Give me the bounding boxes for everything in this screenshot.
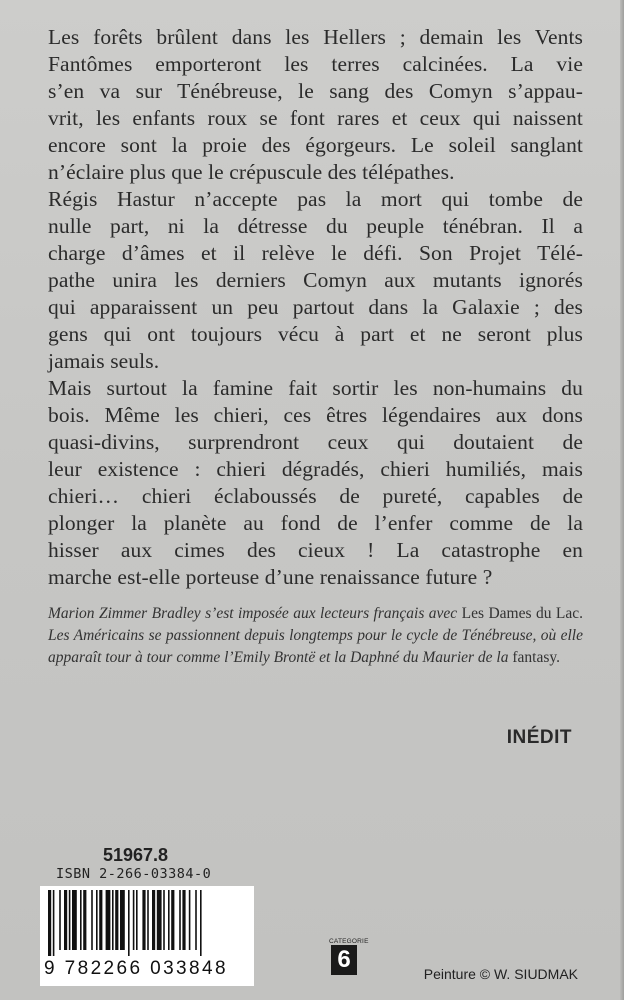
blurb-line: pathe unira les derniers Comyn aux mutants ignorés — [48, 268, 583, 292]
barcode-bar — [136, 890, 138, 950]
blurb-paragraph-2 — [48, 186, 583, 375]
blurb-line: plonger la planète au fond de l’enfer comme de la — [48, 511, 583, 535]
blurb-line: vrit, les enfants roux se font rares et ceux qui naissent — [48, 106, 583, 130]
bio-text: Marion Zimmer Bradley s’est imposée aux lecteurs français avec — [48, 605, 458, 622]
blurb-line: hisser aux cimes des cieux ! La catastrophe en — [48, 538, 583, 562]
barcode-bar — [96, 890, 98, 950]
blurb-line: quasi-divins, surprendront ceux qui doutaient de — [48, 430, 583, 454]
barcode-bar — [91, 890, 93, 950]
barcode-bar — [163, 890, 165, 950]
catalog-code: 51967.8 — [103, 845, 169, 865]
blurb-line: Régis Hastur n’accepte pas la mort qui tombe de — [48, 187, 583, 211]
blurb-line: jamais seuls. — [48, 349, 160, 373]
blurb-line: n’éclaire plus que le crépuscule des télépathes. — [48, 160, 455, 184]
bio-genre-upright: fantasy. — [512, 649, 561, 666]
blurb-line: charge d’âmes et il relève le défi. Son Projet Télé- — [48, 241, 583, 265]
blurb-line: qui apparaissent un peu partout dans la Galaxie ; des — [48, 295, 583, 319]
barcode-bar — [182, 890, 185, 950]
barcode-bar — [72, 890, 77, 950]
blurb-line: gens qui ont toujours vécu à part et ne seront plus — [48, 322, 583, 346]
blurb-paragraph-3 — [48, 375, 583, 591]
barcode-bar — [142, 890, 145, 950]
barcode-bar — [157, 890, 162, 950]
barcode-bar — [106, 890, 111, 950]
blurb-paragraph-1 — [48, 24, 583, 186]
barcode-bar — [152, 890, 155, 950]
category-box — [329, 938, 369, 975]
barcode-bar — [189, 890, 191, 950]
barcode-bar — [48, 890, 51, 956]
blurb-line: s’en va sur Ténébreuse, le sang des Comyn s’appau- — [48, 79, 583, 103]
bio-text: Les Américains se passionnent depuis longtemps pour le cycle de Ténébreuse, où elle apparaît tour à tour comme l’Emily Brontë et la Daphné du Maurier de la — [48, 627, 583, 666]
page-edge — [620, 0, 624, 1000]
inedit-badge: INÉDIT — [506, 727, 572, 748]
barcode — [40, 886, 254, 986]
barcode-bar — [64, 890, 67, 950]
category-label: CATEGORIE — [329, 938, 369, 945]
cover-art-credit: Peinture © W. SIUDMAK — [423, 966, 578, 982]
barcode-bar — [147, 890, 149, 950]
bio-title-upright: Les Dames du Lac. — [461, 605, 583, 622]
barcode-digits: 9 782266 033848 — [44, 958, 228, 979]
barcode-bar — [200, 890, 202, 956]
barcode-bar — [168, 890, 170, 950]
blurb-line: marche est-elle porteuse d’une renaissance future ? — [48, 565, 493, 589]
barcode-bar — [69, 890, 71, 950]
blurb-line: bois. Même les chieri, ces êtres légendaires aux dons — [48, 403, 583, 427]
blurb-line: leur existence : chieri dégradés, chieri humiliés, mais — [48, 457, 583, 481]
barcode-bar — [115, 890, 118, 950]
blurb — [48, 24, 583, 591]
category-number: 6 — [331, 945, 357, 975]
barcode-bar — [195, 890, 197, 950]
blurb-line: encore sont la proie des égorgeurs. Le soleil sanglant — [48, 133, 583, 157]
barcode-bar — [59, 890, 61, 950]
isbn: ISBN 2-266-03384-0 — [56, 866, 212, 882]
barcode-bar — [128, 890, 130, 956]
blurb-line: Mais surtout la famine fait sortir les non-humains du — [48, 376, 583, 400]
barcode-bar — [80, 890, 82, 950]
blurb-line: Les forêts brûlent dans les Hellers ; demain les Vents — [48, 25, 583, 49]
author-bio — [48, 603, 583, 669]
blurb-line: Fantômes emporteront les terres calcinées. La vie — [48, 52, 583, 76]
barcode-bar — [112, 890, 114, 950]
barcode-bars — [48, 890, 246, 956]
barcode-bar — [99, 890, 102, 950]
blurb-line: nulle part, ni la détresse du peuple ténébran. Il a — [48, 214, 583, 238]
barcode-bar — [120, 890, 125, 950]
barcode-bar — [171, 890, 174, 950]
barcode-bar — [83, 890, 86, 950]
blurb-line: chieri… chieri éclaboussés de pureté, capables de — [48, 484, 583, 508]
barcode-bar — [53, 890, 55, 956]
barcode-bar — [179, 890, 181, 950]
barcode-bar — [133, 890, 135, 950]
